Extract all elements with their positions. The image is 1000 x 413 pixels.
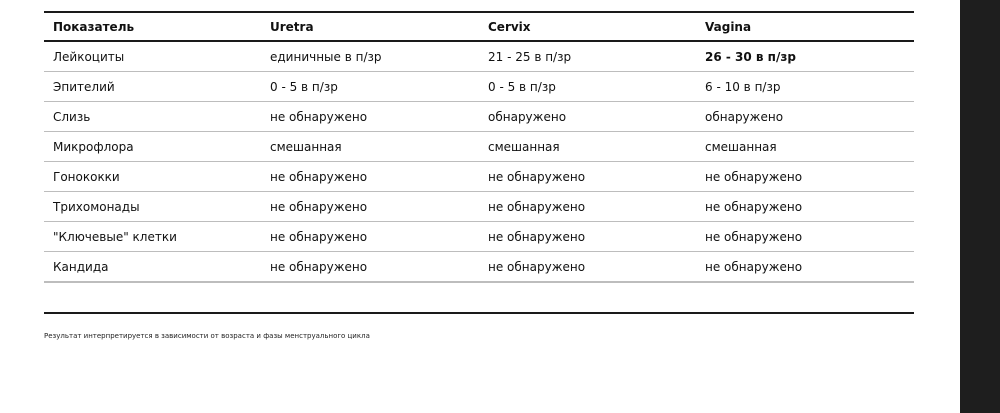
table-row: [44, 102, 914, 132]
cell-vagina-highlighted: 26 - 30 в п/зр: [705, 49, 796, 64]
cell-uretra: не обнаружено: [270, 199, 368, 214]
cell-cervix: смешанная: [488, 139, 560, 154]
results-table: [44, 11, 914, 314]
row-label: Микрофлора: [53, 139, 134, 154]
cell-vagina: смешанная: [705, 139, 777, 154]
cell-cervix: 21 - 25 в п/зр: [488, 49, 572, 64]
empty-cell: [44, 282, 914, 313]
row-label: Трихомонады: [53, 199, 140, 214]
cell-vagina: обнаружено: [705, 109, 784, 124]
cell-uretra: единичные в п/зр: [270, 49, 382, 64]
cell-cervix: 0 - 5 в п/зр: [488, 79, 556, 94]
row-label: Лейкоциты: [53, 49, 125, 64]
cell-cervix: не обнаружено: [488, 169, 586, 184]
table-row: [44, 132, 914, 162]
cell-uretra: смешанная: [270, 139, 342, 154]
cell-vagina: не обнаружено: [705, 229, 803, 244]
column-header-cervix: Cervix: [488, 19, 531, 34]
table-row: [44, 72, 914, 102]
cell-uretra: не обнаружено: [270, 169, 368, 184]
row-label: "Ключевые" клетки: [53, 229, 177, 244]
row-label: Эпителий: [53, 79, 115, 94]
column-header-uretra: Uretra: [270, 19, 314, 34]
cell-uretra: 0 - 5 в п/зр: [270, 79, 338, 94]
cell-uretra: не обнаружено: [270, 109, 368, 124]
cell-cervix: не обнаружено: [488, 259, 586, 274]
column-header-vagina: Vagina: [705, 19, 752, 34]
table-row: [44, 252, 914, 283]
cell-cervix: не обнаружено: [488, 199, 586, 214]
table-row: [44, 162, 914, 192]
table-header-row: [44, 12, 914, 41]
cell-vagina: 6 - 10 в п/зр: [705, 79, 781, 94]
cell-cervix: не обнаружено: [488, 229, 586, 244]
table-row: [44, 222, 914, 252]
cell-vagina: не обнаружено: [705, 259, 803, 274]
table-empty-row: [44, 282, 914, 313]
table-row: [44, 192, 914, 222]
viewer-side-bar: [960, 0, 1000, 413]
footnote: Результат интерпретируется в зависимости от возраста и фазы менструального цикла: [44, 332, 370, 340]
column-header-indicator: Показатель: [53, 19, 135, 34]
row-label: Слизь: [53, 109, 91, 124]
cell-cervix: обнаружено: [488, 109, 567, 124]
cell-uretra: не обнаружено: [270, 229, 368, 244]
cell-vagina: не обнаружено: [705, 169, 803, 184]
cell-vagina: не обнаружено: [705, 199, 803, 214]
table-row: [44, 41, 914, 72]
cell-uretra: не обнаружено: [270, 259, 368, 274]
row-label: Гонококки: [53, 169, 120, 184]
row-label: Кандида: [53, 259, 109, 274]
